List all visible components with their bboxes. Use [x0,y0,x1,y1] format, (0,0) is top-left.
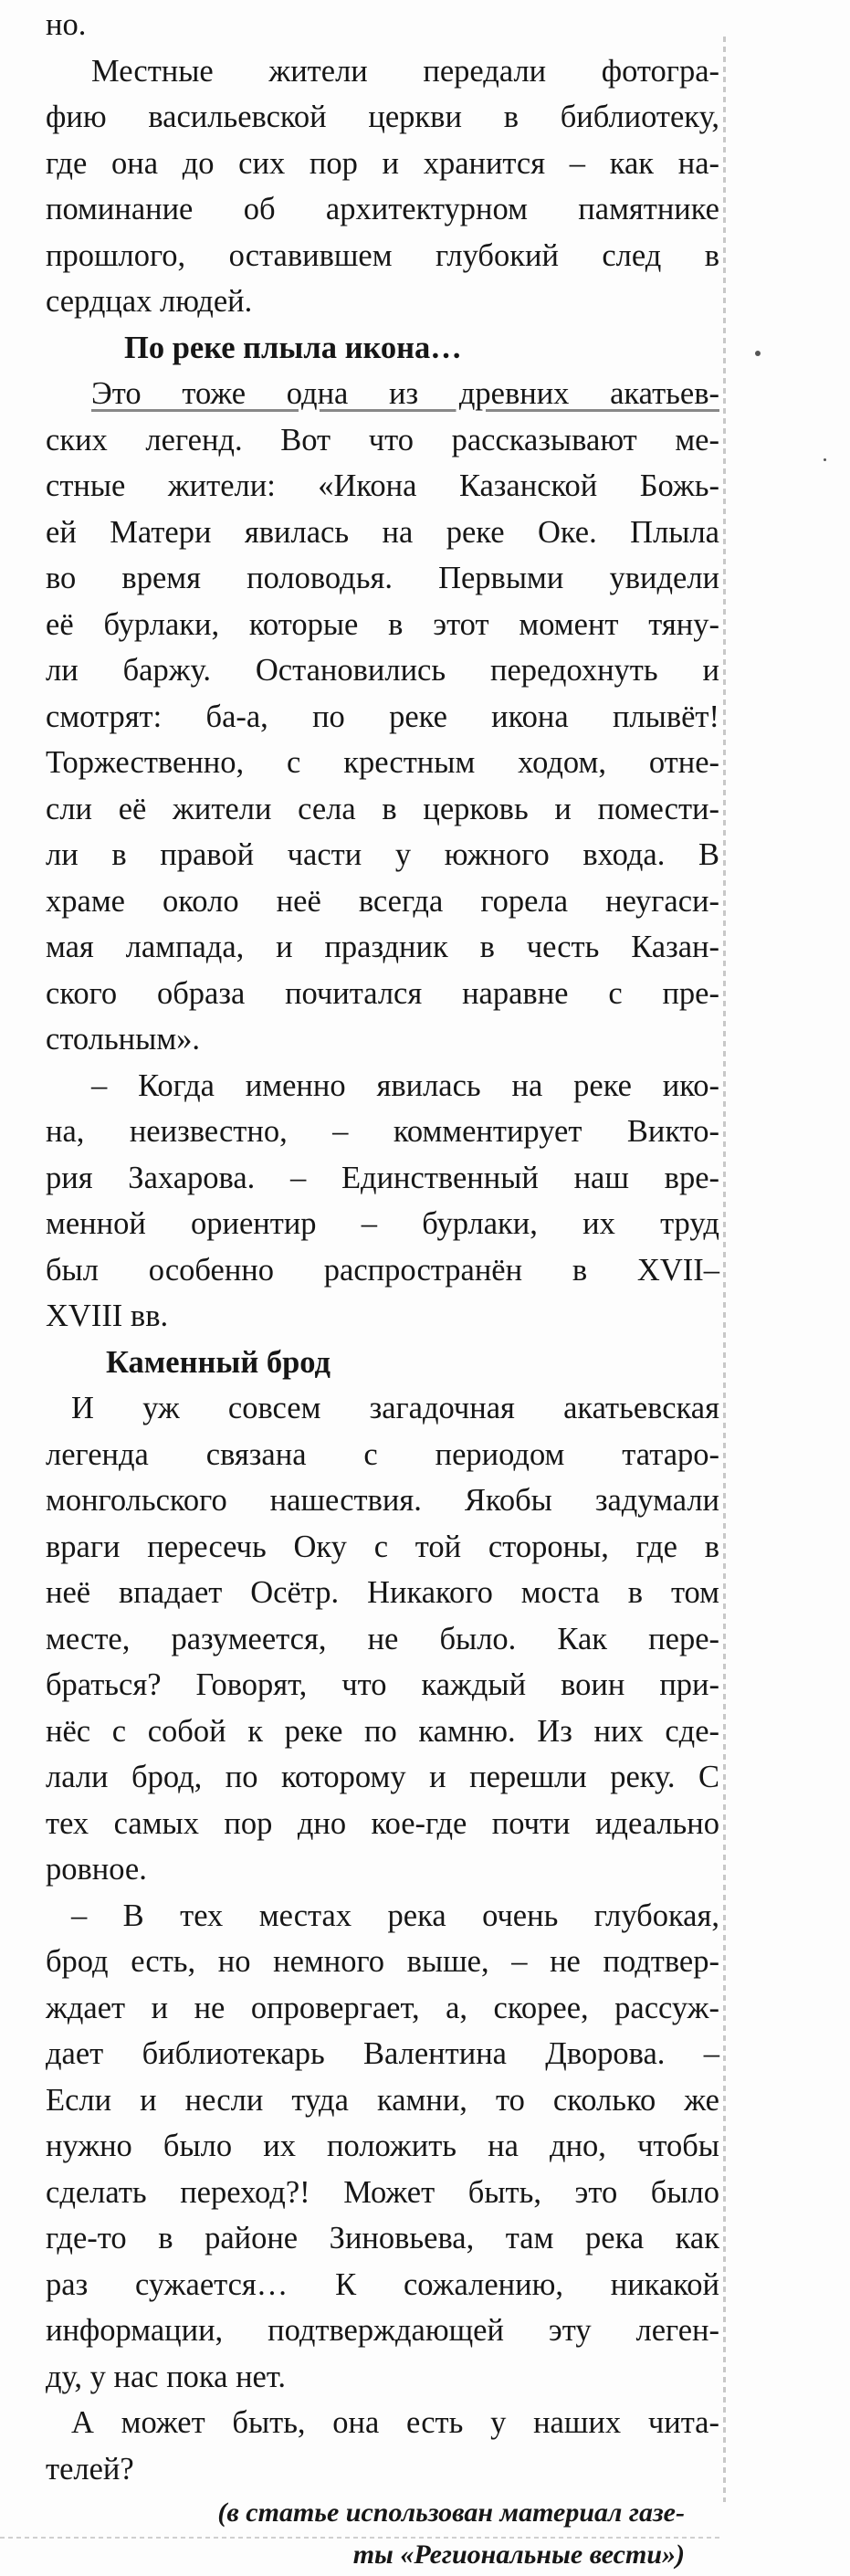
paragraph-icon-legend [46,371,719,1063]
paragraph-ford-legend [46,1385,719,1893]
section-heading-icon-river: По реке плыла икона… [124,330,462,365]
paragraph-line: Местные жители передали фотогра- [91,53,719,89]
paragraph-line: нёс с собой к реке по камню. Из них сде- [46,1713,719,1749]
paragraph-line: враги пересечь Оку с той стороны, где в [46,1529,719,1564]
paragraph-photo-church [46,48,719,325]
paragraph-line: монгольского нашествия. Якобы задумали [46,1483,719,1518]
paragraph-line: фию васильевской церкви в библиотеку, [46,100,719,134]
paragraph-line: на, неизвестно, – комментирует Викто- [46,1114,719,1149]
source-note [46,2492,685,2576]
paragraph-line: где она до сих пор и хранится – как на- [46,145,719,181]
paragraph-line: – В тех местах река очень глубокая, [71,1898,719,1933]
paragraph-line: мая лампада, и праздник в честь Казан- [46,930,719,964]
paragraph-readers-question [46,2400,719,2492]
paragraph-line: – Когда именно явилась на реке ико- [91,1067,719,1103]
paragraph-line: телей? [46,2451,134,2487]
source-note-line: ты «Региональные вести») [352,2539,685,2570]
paragraph-line: прошлого, оставившем глубокий след в [46,237,719,273]
paragraph-line: XVIII вв. [46,1299,169,1333]
scan-column-edge [723,37,726,2502]
paragraph-line: Это тоже одна из древних акатьев- [91,376,719,411]
paragraph-line: ли баржу. Остановились передохнуть и [46,653,719,688]
paragraph-line: стные жители: «Икона Казанской Божь- [46,468,719,503]
paragraph-line: храме около неё всегда горела неугаси- [46,883,719,919]
paragraph-line: нужно было их положить на дно, чтобы [46,2129,719,2163]
paragraph-line: рия Захарова. – Единственный наш вре- [46,1160,719,1195]
paragraph-line: ровное. [46,1852,147,1887]
paragraph-line: ей Матери явилась на реке Оке. Плыла [46,514,719,550]
scan-speck [824,458,826,461]
paragraph-line: ских легенд. Вот что рассказывают ме- [46,422,719,457]
paragraph-line: брод есть, но немного выше, – не подтвер- [46,1944,719,1979]
paragraph-zakharova-quote [46,1063,719,1340]
paragraph-line: стольным». [46,1022,201,1057]
paragraph-line: сердцах людей. [46,284,253,319]
paragraph-line: где-то в районе Зиновьева, там река как [46,2221,719,2255]
paragraph-line: смотрят: ба-а, по реке икона плывёт! [46,699,719,734]
paragraph-line: её бурлаки, которые в этот момент тяну- [46,606,719,642]
paragraph-line: месте, разумеется, не было. Как пере- [46,1621,719,1656]
top-fragment: но. [46,7,87,42]
paragraph-line: поминание об архитектурном памятнике [46,192,719,226]
paragraph-line: тех самых пор дно кое-где почти идеально [46,1805,719,1841]
paragraph-line: информации, подтверждающей эту леген- [46,2313,719,2348]
paragraph-line: неё впадает Осётр. Никакого моста в том [46,1575,719,1610]
scan-speck [755,351,761,356]
paragraph-line: сделать переход?! Может быть, это было [46,2174,719,2210]
paragraph-line: лали брод, по которому и перешли реку. С [46,1760,719,1794]
paragraph-line: во время половодья. Первыми увидели [46,561,719,595]
paragraph-line: Если и несли туда камни, то сколько же [46,2082,719,2118]
paragraph-line: браться? Говорят, что каждый воин при- [46,1667,719,1702]
source-note-line: (в статье использован материал газе- [217,2497,685,2528]
paragraph-line: А может быть, она есть у наших чита- [71,2405,719,2440]
paragraph-line: Торжественно, с крестным ходом, отне- [46,745,719,780]
paragraph-line: сли её жители села в церковь и помести- [46,791,719,826]
paragraph-dvorova-quote [46,1893,719,2401]
paragraph-line: менной ориентир – бурлаки, их труд [46,1206,719,1241]
paragraph-line: ду, у нас пока нет. [46,2359,286,2394]
paragraph-line: раз сужается… К сожалению, никакой [46,2266,719,2302]
paragraph-line: был особенно распространён в XVII– [46,1252,719,1288]
section-heading-stone-ford: Каменный брод [106,1344,331,1380]
paragraph-line: дает библиотекарь Валентина Дворова. – [46,2036,719,2071]
paragraph-line: И уж совсем загадочная акатьевская [71,1391,719,1425]
paragraph-line: ского образа почитался наравне с пре- [46,975,719,1011]
paragraph-line: ждает и не опровергает, а, скорее, рассуж- [46,1990,719,2025]
paragraph-line: легенда связана с периодом татаро- [46,1436,719,1472]
paragraph-line: ли в правой части у южного входа. В [46,837,719,872]
